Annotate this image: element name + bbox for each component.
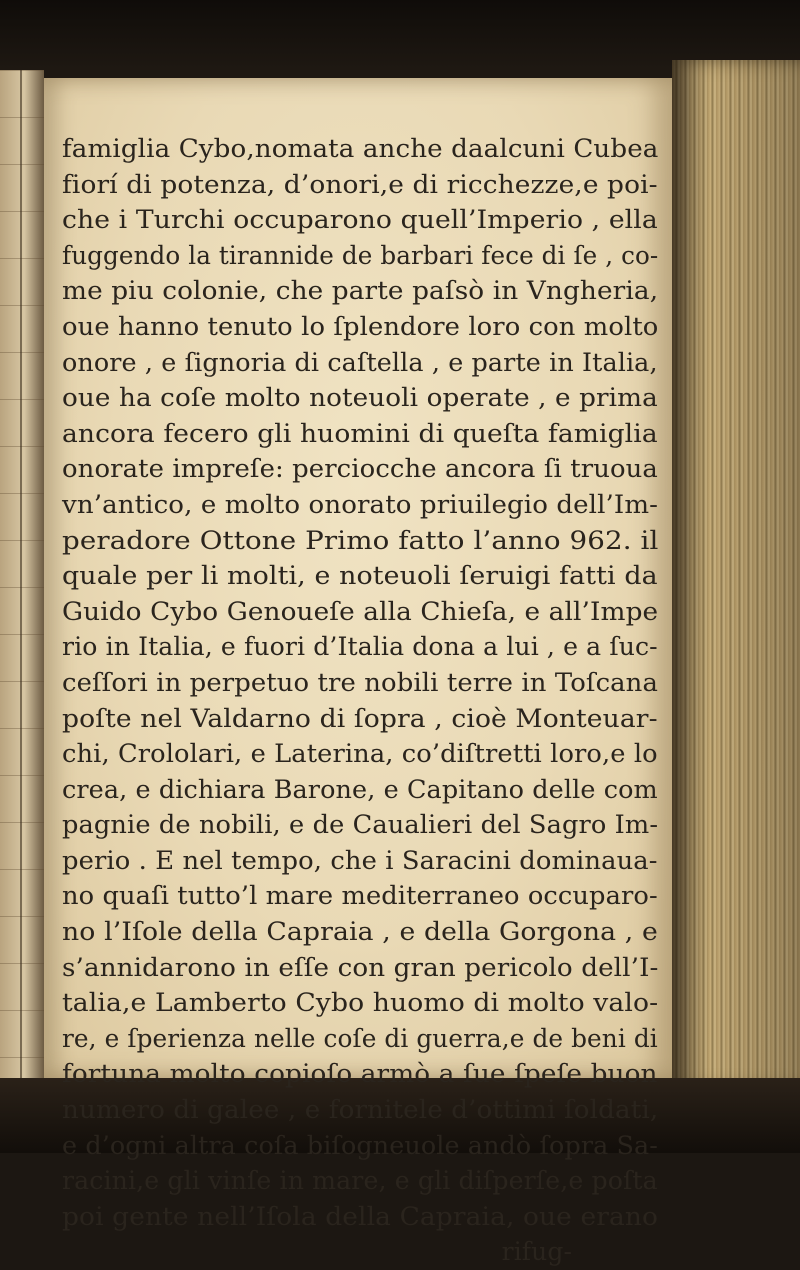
text-line: vn’antico, e molto onorato priuilegio dell’Im- xyxy=(62,489,659,519)
text-line: s’annidarono in eſſe con gran pericolo dell’I- xyxy=(62,952,659,982)
text-line: onore , e ſignoria di caſtella , e parte in Italia, xyxy=(62,347,658,377)
text-line: talia,e Lamberto Cybo huomo di molto valo- xyxy=(62,988,659,1018)
page-text xyxy=(62,131,662,1270)
text-line: crea, e dichiara Barone, e Capitano delle com xyxy=(62,774,658,804)
text-line: famiglia Cybo,nomata anche daalcuni Cubea xyxy=(62,134,659,163)
text-line: fiorí di potenza, d’onori,e di ricchezze,e poi- xyxy=(62,169,658,199)
text-line: no l’Iſole della Capraia , e della Gorgona , e xyxy=(62,917,658,947)
text-line: onorate impreſe: perciocche ancora ſi truoua xyxy=(62,454,658,484)
text-line: perio . E nel tempo, che i Saracini dominaua- xyxy=(62,845,658,875)
text-line: e d’ogni altra coſa biſogneuole andò ſopra Sa- xyxy=(62,1130,659,1160)
text-line: Guido Cybo Genoueſe alla Chieſa, e all’Impe xyxy=(62,596,659,626)
text-line: racini,e gli vinſe in mare, e gli diſperſe,e poſta xyxy=(62,1166,658,1196)
binding-rule xyxy=(20,70,22,1080)
catchword: rifug- xyxy=(501,1237,572,1267)
text-line: chi, Crololari, e Laterina, co’diſtretti loro,e lo xyxy=(62,739,658,769)
text-line: ancora fecero gli huomini di queſta famiglia xyxy=(62,418,658,448)
text-line: peradore Ottone Primo fatto l’anno 962. il xyxy=(62,525,659,555)
text-line: poſte nel Valdarno di ſopra , cioè Monteuar- xyxy=(62,703,658,733)
text-line: ceſſori in perpetuo tre nobili terre in Toſcana xyxy=(62,667,658,697)
text-line: fuggendo la tirannide de barbari fece di ſe , co- xyxy=(62,240,659,270)
text-line: numero di galee , e fornitele d’ottimi ſoldati, xyxy=(62,1095,659,1125)
text-line: oue hanno tenuto lo ſplendore loro con molto xyxy=(62,311,659,341)
text-line: quale per li molti, e noteuoli ſeruigi fatti da xyxy=(62,561,658,591)
text-line: fortuna molto copioſo armò a ſue ſpeſe buon xyxy=(62,1059,658,1089)
text-line: no quaſi tutto’l mare mediterraneo occuparo- xyxy=(62,881,658,911)
text-line: me piu colonie, che parte paſsò in Vngheria, xyxy=(62,276,659,306)
previous-page-edge xyxy=(0,70,44,1080)
text-line: oue ha coſe molto noteuoli operate , e prima xyxy=(62,383,658,413)
text-line: rio in Italia, e fuori d’Italia dona a lui , e a ſuc- xyxy=(62,632,658,662)
text-line: re, e ſperienza nelle coſe di guerra,e de beni di xyxy=(62,1023,658,1053)
text-line: pagnie de nobili, e de Caualieri del Sagro Im- xyxy=(62,810,659,840)
text-line: che i Turchi occuparono quell’Imperio , ella xyxy=(62,205,658,235)
text-line: poi gente nell’Iſola della Capraia, oue erano xyxy=(62,1201,659,1231)
